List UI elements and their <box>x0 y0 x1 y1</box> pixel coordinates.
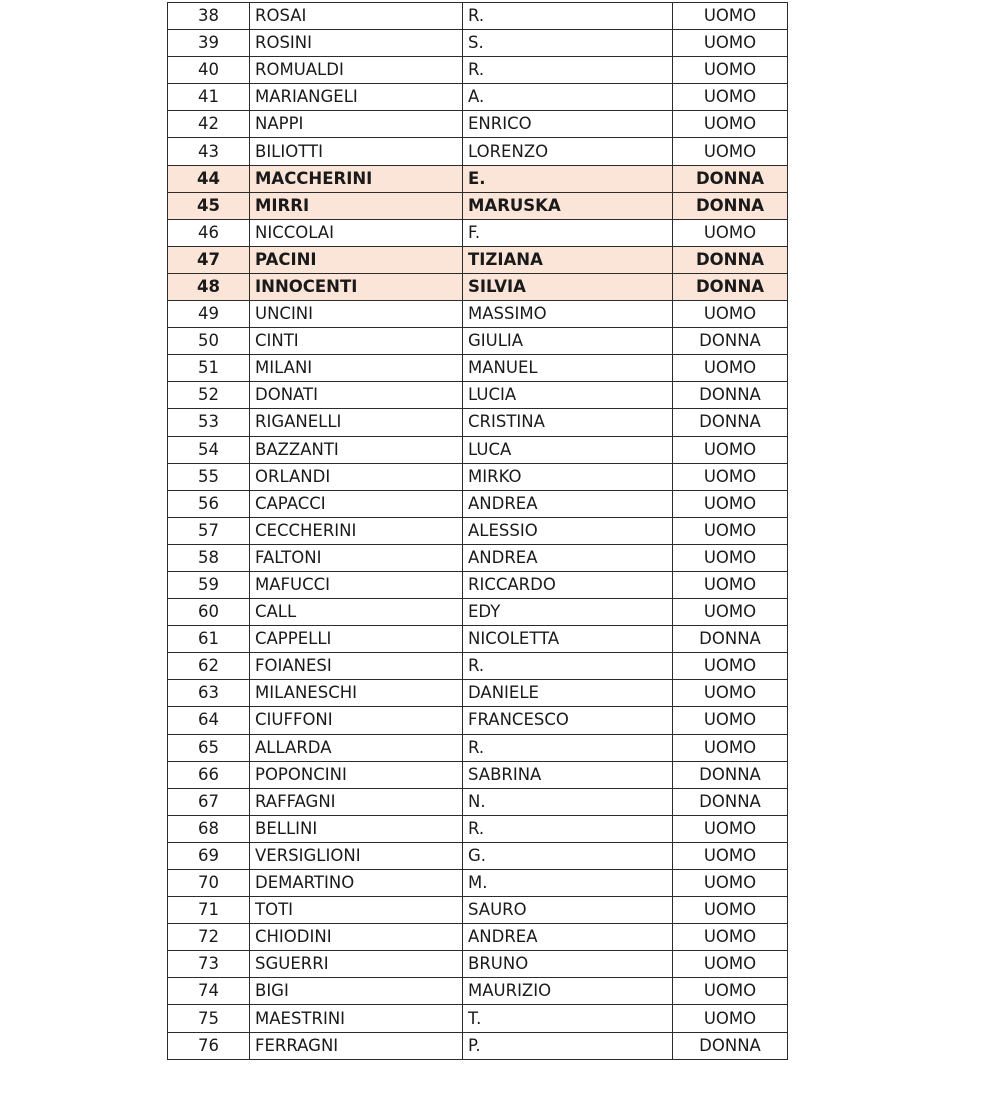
first-name-cell: MIRKO <box>463 463 673 490</box>
first-name-cell: R. <box>463 815 673 842</box>
table-row <box>168 382 788 409</box>
table-row <box>168 544 788 571</box>
table-row <box>168 409 788 436</box>
surname-cell: TOTI <box>250 897 463 924</box>
surname-cell: ORLANDI <box>250 463 463 490</box>
gender-cell: UOMO <box>673 301 788 328</box>
table-row <box>168 355 788 382</box>
row-number-cell: 43 <box>168 138 250 165</box>
row-number-cell: 49 <box>168 301 250 328</box>
table-row <box>168 626 788 653</box>
row-number-cell: 39 <box>168 30 250 57</box>
surname-cell: ROSINI <box>250 30 463 57</box>
row-number-cell: 63 <box>168 680 250 707</box>
surname-cell: BELLINI <box>250 815 463 842</box>
row-number-cell: 45 <box>168 192 250 219</box>
surname-cell: CINTI <box>250 328 463 355</box>
table-row <box>168 978 788 1005</box>
gender-cell: DONNA <box>673 382 788 409</box>
row-number-cell: 59 <box>168 571 250 598</box>
first-name-cell: TIZIANA <box>463 246 673 273</box>
first-name-cell: DANIELE <box>463 680 673 707</box>
gender-cell: UOMO <box>673 842 788 869</box>
first-name-cell: ENRICO <box>463 111 673 138</box>
first-name-cell: MASSIMO <box>463 301 673 328</box>
gender-cell: UOMO <box>673 815 788 842</box>
first-name-cell: ALESSIO <box>463 517 673 544</box>
gender-cell: DONNA <box>673 328 788 355</box>
surname-cell: MIRRI <box>250 192 463 219</box>
surname-cell: MACCHERINI <box>250 165 463 192</box>
gender-cell: UOMO <box>673 57 788 84</box>
gender-cell: DONNA <box>673 273 788 300</box>
row-number-cell: 69 <box>168 842 250 869</box>
surname-cell: FOIANESI <box>250 653 463 680</box>
first-name-cell: G. <box>463 842 673 869</box>
surname-cell: FALTONI <box>250 544 463 571</box>
first-name-cell: BRUNO <box>463 951 673 978</box>
first-name-cell: MANUEL <box>463 355 673 382</box>
surname-cell: BILIOTTI <box>250 138 463 165</box>
first-name-cell: F. <box>463 219 673 246</box>
first-name-cell: LORENZO <box>463 138 673 165</box>
gender-cell: UOMO <box>673 653 788 680</box>
table-row <box>168 897 788 924</box>
first-name-cell: CRISTINA <box>463 409 673 436</box>
first-name-cell: T. <box>463 1005 673 1032</box>
first-name-cell: P. <box>463 1032 673 1059</box>
table-row <box>168 842 788 869</box>
first-name-cell: R. <box>463 734 673 761</box>
surname-cell: ALLARDA <box>250 734 463 761</box>
surname-cell: RIGANELLI <box>250 409 463 436</box>
row-number-cell: 60 <box>168 599 250 626</box>
gender-cell: UOMO <box>673 707 788 734</box>
row-number-cell: 64 <box>168 707 250 734</box>
surname-cell: CECCHERINI <box>250 517 463 544</box>
first-name-cell: ANDREA <box>463 490 673 517</box>
table-row <box>168 165 788 192</box>
first-name-cell: S. <box>463 30 673 57</box>
row-number-cell: 61 <box>168 626 250 653</box>
row-number-cell: 58 <box>168 544 250 571</box>
gender-cell: UOMO <box>673 138 788 165</box>
gender-cell: DONNA <box>673 1032 788 1059</box>
first-name-cell: N. <box>463 788 673 815</box>
table-row <box>168 1032 788 1059</box>
row-number-cell: 67 <box>168 788 250 815</box>
first-name-cell: SAURO <box>463 897 673 924</box>
row-number-cell: 51 <box>168 355 250 382</box>
table-row <box>168 734 788 761</box>
row-number-cell: 54 <box>168 436 250 463</box>
roster-table-body <box>168 3 788 1060</box>
row-number-cell: 72 <box>168 924 250 951</box>
row-number-cell: 76 <box>168 1032 250 1059</box>
gender-cell: UOMO <box>673 490 788 517</box>
gender-cell: UOMO <box>673 517 788 544</box>
gender-cell: DONNA <box>673 192 788 219</box>
roster-table <box>167 2 788 1060</box>
row-number-cell: 46 <box>168 219 250 246</box>
gender-cell: UOMO <box>673 111 788 138</box>
table-row <box>168 246 788 273</box>
table-row <box>168 301 788 328</box>
row-number-cell: 65 <box>168 734 250 761</box>
table-row <box>168 761 788 788</box>
row-number-cell: 53 <box>168 409 250 436</box>
first-name-cell: MAURIZIO <box>463 978 673 1005</box>
first-name-cell: GIULIA <box>463 328 673 355</box>
table-row <box>168 1005 788 1032</box>
surname-cell: PACINI <box>250 246 463 273</box>
row-number-cell: 47 <box>168 246 250 273</box>
surname-cell: ROSAI <box>250 3 463 30</box>
gender-cell: UOMO <box>673 924 788 951</box>
table-row <box>168 436 788 463</box>
gender-cell: UOMO <box>673 680 788 707</box>
row-number-cell: 38 <box>168 3 250 30</box>
first-name-cell: M. <box>463 870 673 897</box>
gender-cell: UOMO <box>673 897 788 924</box>
first-name-cell: EDY <box>463 599 673 626</box>
row-number-cell: 50 <box>168 328 250 355</box>
gender-cell: DONNA <box>673 165 788 192</box>
gender-cell: UOMO <box>673 599 788 626</box>
first-name-cell: E. <box>463 165 673 192</box>
row-number-cell: 44 <box>168 165 250 192</box>
gender-cell: UOMO <box>673 1005 788 1032</box>
first-name-cell: ANDREA <box>463 924 673 951</box>
surname-cell: CIUFFONI <box>250 707 463 734</box>
first-name-cell: RICCARDO <box>463 571 673 598</box>
gender-cell: UOMO <box>673 951 788 978</box>
table-row <box>168 30 788 57</box>
row-number-cell: 73 <box>168 951 250 978</box>
surname-cell: DEMARTINO <box>250 870 463 897</box>
row-number-cell: 40 <box>168 57 250 84</box>
row-number-cell: 55 <box>168 463 250 490</box>
table-row <box>168 328 788 355</box>
row-number-cell: 62 <box>168 653 250 680</box>
gender-cell: DONNA <box>673 761 788 788</box>
table-row <box>168 815 788 842</box>
table-row <box>168 219 788 246</box>
gender-cell: UOMO <box>673 571 788 598</box>
row-number-cell: 71 <box>168 897 250 924</box>
first-name-cell: LUCIA <box>463 382 673 409</box>
gender-cell: UOMO <box>673 463 788 490</box>
table-row <box>168 192 788 219</box>
row-number-cell: 56 <box>168 490 250 517</box>
table-row <box>168 517 788 544</box>
table-row <box>168 463 788 490</box>
table-row <box>168 653 788 680</box>
surname-cell: MILANI <box>250 355 463 382</box>
first-name-cell: ANDREA <box>463 544 673 571</box>
table-row <box>168 599 788 626</box>
gender-cell: UOMO <box>673 355 788 382</box>
gender-cell: UOMO <box>673 870 788 897</box>
row-number-cell: 57 <box>168 517 250 544</box>
surname-cell: SGUERRI <box>250 951 463 978</box>
surname-cell: MILANESCHI <box>250 680 463 707</box>
surname-cell: VERSIGLIONI <box>250 842 463 869</box>
surname-cell: FERRAGNI <box>250 1032 463 1059</box>
gender-cell: UOMO <box>673 544 788 571</box>
surname-cell: INNOCENTI <box>250 273 463 300</box>
gender-cell: UOMO <box>673 30 788 57</box>
row-number-cell: 75 <box>168 1005 250 1032</box>
row-number-cell: 41 <box>168 84 250 111</box>
first-name-cell: NICOLETTA <box>463 626 673 653</box>
surname-cell: CAPACCI <box>250 490 463 517</box>
gender-cell: DONNA <box>673 626 788 653</box>
surname-cell: BAZZANTI <box>250 436 463 463</box>
table-row <box>168 273 788 300</box>
first-name-cell: LUCA <box>463 436 673 463</box>
gender-cell: DONNA <box>673 788 788 815</box>
row-number-cell: 66 <box>168 761 250 788</box>
gender-cell: UOMO <box>673 436 788 463</box>
first-name-cell: SILVIA <box>463 273 673 300</box>
table-row <box>168 788 788 815</box>
table-row <box>168 571 788 598</box>
gender-cell: UOMO <box>673 84 788 111</box>
row-number-cell: 52 <box>168 382 250 409</box>
table-row <box>168 680 788 707</box>
surname-cell: MAESTRINI <box>250 1005 463 1032</box>
surname-cell: MAFUCCI <box>250 571 463 598</box>
surname-cell: UNCINI <box>250 301 463 328</box>
table-row <box>168 138 788 165</box>
surname-cell: NICCOLAI <box>250 219 463 246</box>
gender-cell: UOMO <box>673 3 788 30</box>
first-name-cell: R. <box>463 57 673 84</box>
table-row <box>168 924 788 951</box>
table-row <box>168 57 788 84</box>
first-name-cell: R. <box>463 653 673 680</box>
table-row <box>168 490 788 517</box>
first-name-cell: SABRINA <box>463 761 673 788</box>
table-row <box>168 3 788 30</box>
surname-cell: BIGI <box>250 978 463 1005</box>
row-number-cell: 48 <box>168 273 250 300</box>
table-row <box>168 707 788 734</box>
row-number-cell: 42 <box>168 111 250 138</box>
row-number-cell: 68 <box>168 815 250 842</box>
gender-cell: DONNA <box>673 409 788 436</box>
row-number-cell: 74 <box>168 978 250 1005</box>
surname-cell: CAPPELLI <box>250 626 463 653</box>
surname-cell: NAPPI <box>250 111 463 138</box>
surname-cell: MARIANGELI <box>250 84 463 111</box>
first-name-cell: MARUSKA <box>463 192 673 219</box>
surname-cell: RAFFAGNI <box>250 788 463 815</box>
gender-cell: UOMO <box>673 219 788 246</box>
table-row <box>168 951 788 978</box>
table-row <box>168 84 788 111</box>
gender-cell: DONNA <box>673 246 788 273</box>
surname-cell: ROMUALDI <box>250 57 463 84</box>
first-name-cell: FRANCESCO <box>463 707 673 734</box>
row-number-cell: 70 <box>168 870 250 897</box>
surname-cell: CHIODINI <box>250 924 463 951</box>
gender-cell: UOMO <box>673 734 788 761</box>
surname-cell: POPONCINI <box>250 761 463 788</box>
surname-cell: CALL <box>250 599 463 626</box>
surname-cell: DONATI <box>250 382 463 409</box>
gender-cell: UOMO <box>673 978 788 1005</box>
table-row <box>168 870 788 897</box>
first-name-cell: A. <box>463 84 673 111</box>
table-row <box>168 111 788 138</box>
first-name-cell: R. <box>463 3 673 30</box>
